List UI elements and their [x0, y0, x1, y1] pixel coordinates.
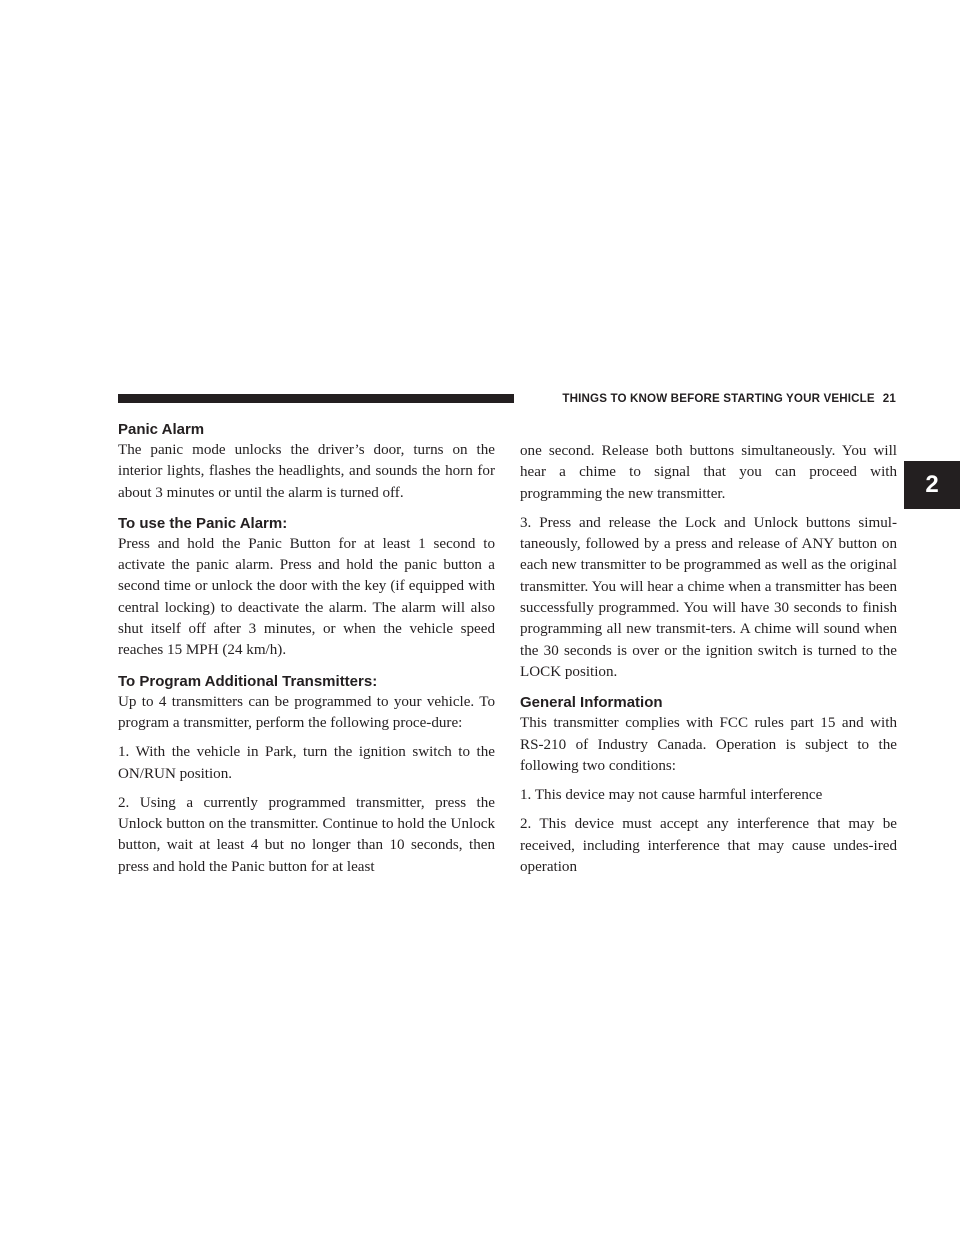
program-intro: Up to 4 transmitters can be programmed to your vehicle. To program a transmitter, perform the following proce-dure: — [118, 693, 495, 731]
section-title: THINGS TO KNOW BEFORE STARTING YOUR VEHICLE — [562, 392, 875, 405]
use-panic-text: Press and hold the Panic Button for at least 1 second to activate the panic alarm. Press and hold the panic button a second time or unlock the door with the key (if equipped with central locking) to deactivate the alarm. The alarm will also shut itself off after 3 minutes, or when the vehicle speed reaches 15 MPH (24 km/h). — [118, 535, 495, 659]
general-info-heading: General Information — [520, 694, 663, 712]
program-step-2: 2. Using a currently programmed transmitter, press the Unlock button on the transmitter. Continue to hold the Unlock button, wait at least 4 but no longer than 10 seconds, then press and hold the Panic button for at least — [118, 794, 495, 875]
use-panic-heading: To use the Panic Alarm: — [118, 514, 288, 532]
program-step-2-continued: one second. Release both buttons simultaneously. You will hear a chime to signal that you can proceed with programming the new transmitter. — [520, 443, 897, 502]
panic-alarm-heading: Panic Alarm — [118, 421, 205, 438]
chapter-tab: 2 — [904, 461, 960, 509]
program-step-3: 3. Press and release the Lock and Unlock buttons simul-taneously, followed by a press and release of ANY button on each new transmitter to be programmed as well as the original transmitter. You will hear a chime when a transmitter has been successfully programmed. You will have 30 seconds to finish programming all new transmit-ters. A chime will sound when the 30 seconds is over or the ignition switch is turned to the LOCK position. — [520, 514, 897, 680]
right-column — [520, 441, 897, 878]
header-rule — [118, 394, 514, 403]
running-header — [522, 391, 896, 407]
general-info-text: This transmitter complies with FCC rules part 15 and with RS-210 of Industry Canada. Operation is subject to the following two conditions: — [520, 715, 897, 774]
program-heading: To Program Additional Transmitters: — [118, 672, 378, 690]
page-number: 21 — [882, 392, 896, 405]
program-step-1: 1. With the vehicle in Park, turn the ignition switch to the ON/RUN position. — [118, 744, 495, 782]
panic-alarm-text: The panic mode unlocks the driver’s door, turns on the interior lights, flashes the headlights, and sounds the horn for about 3 minutes or until the alarm is turned off. — [118, 442, 495, 501]
left-column — [118, 420, 495, 878]
condition-1: 1. This device may not cause harmful interference — [520, 787, 823, 804]
condition-2: 2. This device must accept any interference that may be received, including interference that may cause undes-ired operation — [520, 816, 897, 876]
